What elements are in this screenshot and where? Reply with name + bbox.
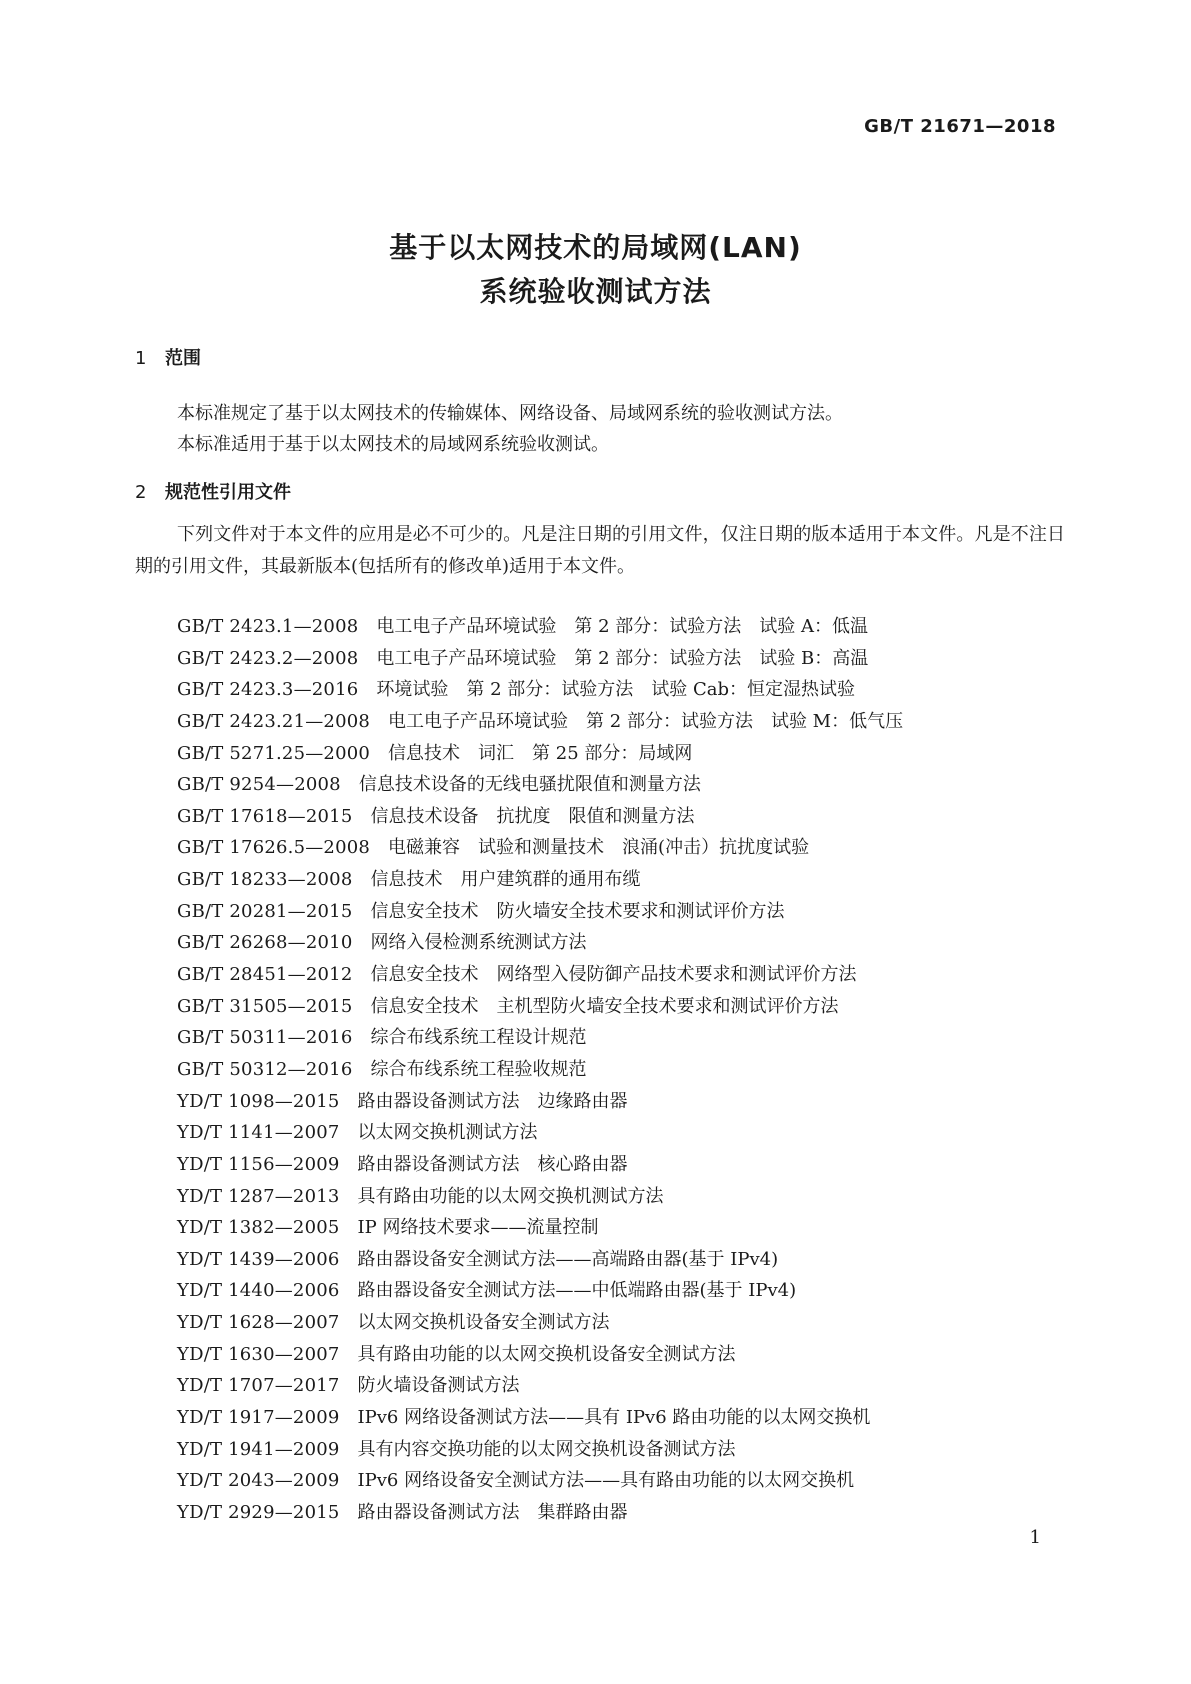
reference-item (177, 991, 903, 1023)
reference-title: IP 网络技术要求——流量控制 (357, 1217, 599, 1239)
reference-code: GB/T 17626.5—2008 (177, 837, 371, 859)
section-2-title: 规范性引用文件 (165, 482, 291, 503)
section-2-intro: 下列文件对于本文件的应用是必不可少的。凡是注日期的引用文件，仅注日期的版本适用于本文件。凡是不注日期的引用文件，其最新版本(包括所有的修改单)适用于本文件。 (135, 524, 1065, 577)
reference-item (177, 1275, 903, 1307)
reference-title: 电工电子产品环境试验 第 2 部分：试验方法 试验 A：低温 (376, 616, 869, 637)
reference-title: 信息安全技术 网络型入侵防御产品技术要求和测试评价方法 (370, 964, 857, 986)
reference-code: YD/T 1156—2009 (177, 1153, 340, 1175)
reference-title: 信息技术 词汇 第 25 部分：局域网 (388, 742, 693, 764)
reference-code: YD/T 2043—2009 (177, 1470, 340, 1492)
reference-item (177, 643, 903, 675)
reference-item (177, 832, 903, 864)
reference-title: 路由器设备测试方法 集群路由器 (357, 1501, 628, 1523)
reference-item (177, 769, 903, 801)
reference-title: 电磁兼容 试验和测量技术 浪涌(冲击）抗扰度试验 (388, 837, 810, 859)
section-2-number: 2 (135, 482, 147, 503)
reference-item (177, 927, 903, 959)
reference-item (177, 896, 903, 928)
reference-code: GB/T 9254—2008 (177, 774, 341, 796)
section-1-paragraph-1: 本标准规定了基于以太网技术的传输媒体、网络设备、局域网系统的验收测试方法。 (177, 403, 843, 424)
reference-item (177, 611, 903, 643)
reference-code: GB/T 31505—2015 (177, 995, 353, 1017)
reference-code: GB/T 2423.21—2008 (177, 710, 371, 732)
reference-title: IPv6 网络设备测试方法——具有 IPv6 路由功能的以太网交换机 (357, 1407, 871, 1429)
reference-item (177, 1434, 903, 1466)
reference-title: 电工电子产品环境试验 第 2 部分：试验方法 试验 B：高温 (376, 647, 869, 669)
reference-title: 信息安全技术 防火墙安全技术要求和测试评价方法 (370, 900, 785, 922)
reference-code: GB/T 50311—2016 (177, 1027, 353, 1049)
reference-list (177, 611, 903, 1529)
reference-item (177, 1339, 903, 1371)
reference-item (177, 1054, 903, 1086)
reference-code: GB/T 26268—2010 (177, 932, 353, 954)
reference-item (177, 1181, 903, 1213)
reference-item (177, 1402, 903, 1434)
reference-title: 以太网交换机测试方法 (357, 1122, 538, 1144)
reference-item (177, 738, 903, 770)
reference-title: 路由器设备安全测试方法——中低端路由器(基于 IPv4) (357, 1280, 797, 1302)
reference-title: 具有路由功能的以太网交换机设备安全测试方法 (357, 1343, 736, 1365)
section-1-heading (135, 344, 201, 370)
page-number: 1 (1029, 1527, 1041, 1548)
reference-title: 路由器设备安全测试方法——高端路由器(基于 IPv4) (357, 1248, 779, 1270)
reference-code: GB/T 2423.1—2008 (177, 616, 359, 637)
reference-code: YD/T 1098—2015 (177, 1090, 340, 1112)
reference-title: 信息安全技术 主机型防火墙安全技术要求和测试评价方法 (370, 995, 839, 1017)
reference-code: YD/T 1287—2013 (177, 1185, 340, 1207)
reference-code: GB/T 2423.2—2008 (177, 647, 359, 669)
reference-title: 路由器设备测试方法 边缘路由器 (357, 1090, 628, 1112)
reference-title: 综合布线系统工程验收规范 (370, 1058, 587, 1080)
reference-code: YD/T 1628—2007 (177, 1312, 340, 1334)
reference-code: YD/T 1941—2009 (177, 1438, 340, 1460)
standard-code: GB/T 21671—2018 (864, 116, 1056, 137)
reference-code: GB/T 28451—2012 (177, 964, 353, 986)
reference-code: YD/T 1141—2007 (177, 1122, 340, 1144)
reference-item (177, 706, 903, 738)
reference-title: 网络入侵检测系统测试方法 (370, 932, 587, 954)
reference-item (177, 959, 903, 991)
reference-title: IPv6 网络设备安全测试方法——具有路由功能的以太网交换机 (357, 1470, 855, 1492)
reference-code: YD/T 1440—2006 (177, 1280, 340, 1302)
reference-title: 信息技术 用户建筑群的通用布缆 (370, 869, 641, 891)
reference-code: YD/T 1707—2017 (177, 1375, 340, 1397)
reference-code: GB/T 17618—2015 (177, 805, 353, 827)
reference-title: 以太网交换机设备安全测试方法 (357, 1312, 610, 1334)
document-title (0, 226, 1191, 314)
title-line-2: 系统验收测试方法 (479, 275, 712, 308)
reference-item (177, 1370, 903, 1402)
reference-item (177, 1212, 903, 1244)
section-1-number: 1 (135, 348, 147, 369)
reference-code: GB/T 20281—2015 (177, 900, 353, 922)
reference-item (177, 1244, 903, 1276)
reference-code: GB/T 5271.25—2000 (177, 742, 371, 764)
section-1-title: 范围 (165, 348, 201, 369)
reference-item (177, 864, 903, 896)
reference-title: 电工电子产品环境试验 第 2 部分：试验方法 试验 M：低气压 (388, 710, 904, 732)
reference-code: GB/T 50312—2016 (177, 1058, 353, 1080)
reference-item (177, 1149, 903, 1181)
reference-title: 信息技术设备的无线电骚扰限值和测量方法 (358, 774, 701, 796)
reference-code: YD/T 1630—2007 (177, 1343, 340, 1365)
reference-item (177, 1117, 903, 1149)
reference-code: YD/T 1439—2006 (177, 1248, 340, 1270)
reference-code: YD/T 1382—2005 (177, 1217, 340, 1239)
reference-title: 信息技术设备 抗扰度 限值和测量方法 (370, 805, 695, 827)
reference-item (177, 1307, 903, 1339)
reference-title: 防火墙设备测试方法 (357, 1375, 520, 1397)
reference-item (177, 674, 903, 706)
reference-title: 综合布线系统工程设计规范 (370, 1027, 587, 1049)
reference-title: 具有路由功能的以太网交换机测试方法 (357, 1185, 664, 1207)
reference-code: YD/T 2929—2015 (177, 1501, 340, 1523)
reference-item (177, 1086, 903, 1118)
reference-code: GB/T 2423.3—2016 (177, 679, 359, 701)
reference-title: 具有内容交换功能的以太网交换机设备测试方法 (357, 1438, 736, 1460)
reference-title: 路由器设备测试方法 核心路由器 (357, 1153, 628, 1175)
title-line-1: 基于以太网技术的局域网(LAN) (389, 231, 802, 264)
section-2-heading (135, 478, 291, 504)
reference-item (177, 1022, 903, 1054)
reference-item (177, 1465, 903, 1497)
reference-code: GB/T 18233—2008 (177, 869, 353, 891)
reference-item (177, 801, 903, 833)
reference-code: YD/T 1917—2009 (177, 1407, 340, 1429)
reference-item (177, 1497, 903, 1529)
reference-title: 环境试验 第 2 部分：试验方法 试验 Cab：恒定湿热试验 (376, 679, 856, 701)
section-1-paragraph-2: 本标准适用于基于以太网技术的局域网系统验收测试。 (177, 434, 609, 455)
